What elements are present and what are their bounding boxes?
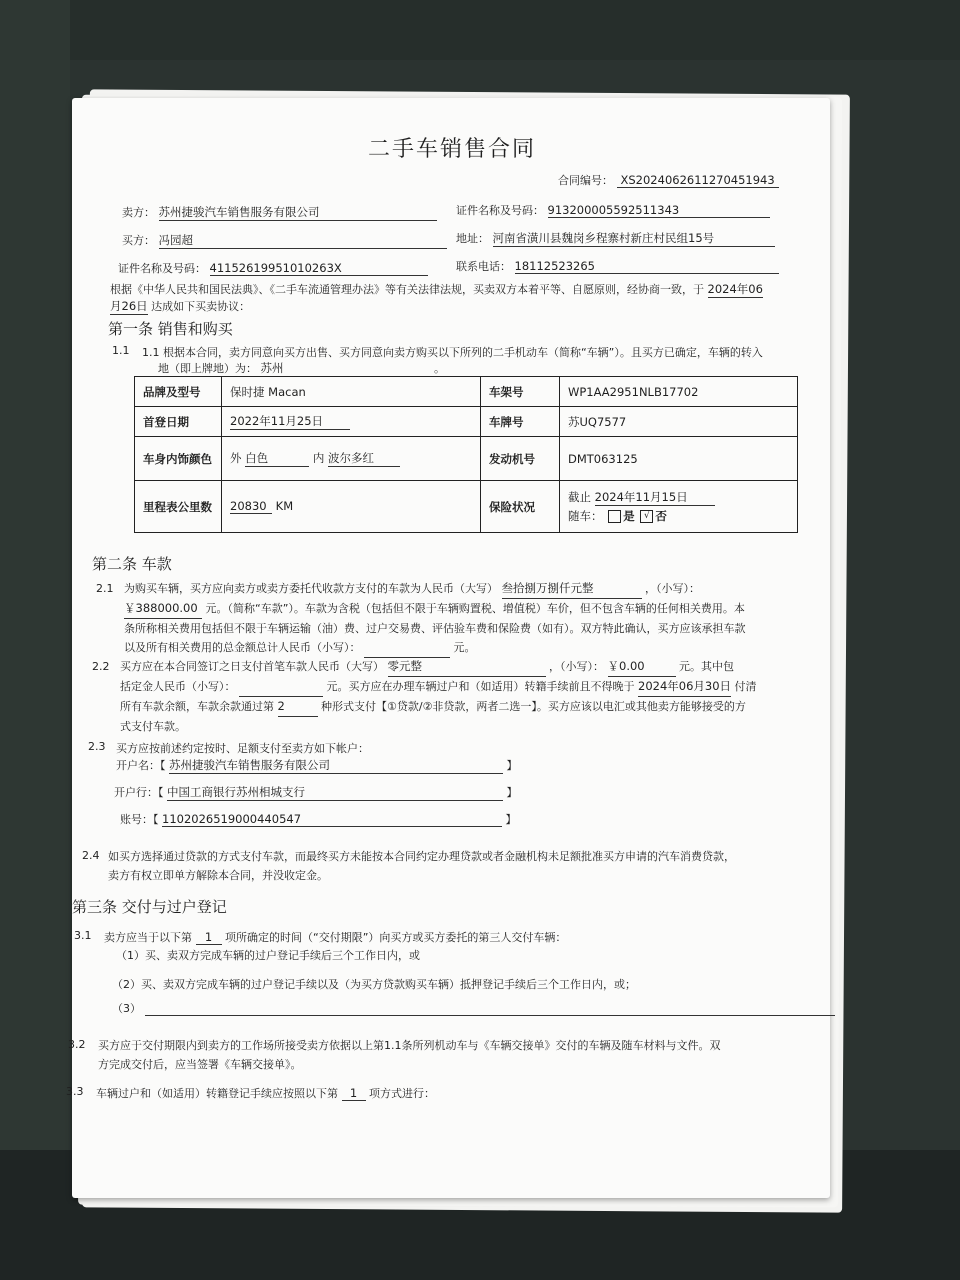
clause-2-2-line-4: 式支付车款。: [120, 720, 186, 733]
buyer-id-label: 证件名称及号码：: [118, 262, 206, 275]
preamble-line-2: [110, 298, 250, 315]
account-bank-label: 开户行：【: [114, 786, 164, 799]
down-payment-lower-label: ，（小写）：: [549, 660, 604, 673]
interior-color: 波尔多红: [328, 450, 400, 467]
clause-3-2-no: 3.2: [68, 1038, 86, 1051]
buyer-phone: 18112523265: [515, 259, 779, 274]
insurance-until: 2024年11月15日: [595, 489, 715, 506]
clause-2-3-no: 2.3: [88, 740, 106, 753]
buyer-name: 冯园超: [159, 232, 447, 249]
clause-2-4-line-2: 卖方有权立即单方解除本合同，并没收定金。: [108, 869, 328, 882]
with-car-label: 随车：: [568, 509, 603, 523]
clause-2-4: [108, 847, 820, 885]
mileage-unit: KM: [275, 499, 294, 513]
buyer-id: 41152619951010263X: [210, 261, 428, 276]
delivery-option: 1: [196, 930, 222, 945]
seller-label: 卖方：: [122, 206, 155, 219]
phone-row: [456, 258, 779, 274]
clause-3-2-line-2: 方完成交付后，应当签署《车辆交接单》。: [98, 1058, 302, 1071]
clause-1-1-line-1: 1.1 根据本合同，卖方同意向买方出售、买方同意向卖方购买以下所列的二手机动车（简称“车辆”）。且买方已确定，车辆的转入: [142, 346, 763, 359]
mileage-label: 里程表公里数: [135, 481, 222, 533]
balance-due-date: 2024年06月30日: [638, 677, 731, 697]
clause-3-1-option-1: （1）买、卖双方完成车辆的过户登记手续后三个工作日内，或: [116, 949, 420, 962]
clause-1-1-line-2: 地（即上牌地）为： 苏州 。: [158, 361, 445, 375]
first-reg-cell: [222, 407, 481, 437]
article-2-title: 第二条 车款: [92, 555, 172, 573]
contract-no-label: 合同编号：: [558, 174, 613, 187]
yes-label: 是: [623, 509, 635, 523]
seller-id-label: 证件名称及号码：: [456, 204, 544, 217]
clause-3-3-line-1: [96, 1085, 435, 1101]
seller-row: [122, 204, 437, 221]
vin-value: WP1AA2951NLB17702: [560, 377, 798, 407]
clause-2-2-text-a-end: 元。其中包: [679, 660, 734, 673]
clause-2-3-text: 买方应按前述约定按时、足额支付至卖方如下帐户：: [116, 742, 369, 755]
down-payment-upper: 零元整: [388, 657, 546, 677]
clause-2-2-text-b: 括定金人民币（小写）：: [120, 680, 236, 693]
table-row: [135, 481, 798, 533]
address-row: [456, 230, 775, 247]
account-bank-row: [114, 784, 518, 801]
account-no: 1102026519000440547: [162, 812, 502, 827]
desk-background-left: [0, 0, 70, 1280]
deposit-blank[interactable]: [239, 677, 323, 697]
clause-2-2-text-c-end: 种形式支付【①贷款/②非贷款，两者二选一】。买方应该以电汇或其他卖方能够接受的方: [321, 700, 746, 713]
clause-2-1-line-2: [124, 599, 814, 619]
buyer-row: [122, 232, 447, 249]
buyer-address: 河南省潢川县魏岗乡程寨村新庄村民组15号: [493, 230, 775, 247]
clause-2-2-text-b-end: 付清: [734, 680, 757, 693]
account-name-label: 开户名：【: [116, 759, 166, 772]
table-row: [135, 377, 798, 407]
insurance-until-label: 截止: [568, 490, 591, 504]
clause-2-2-text-b-mid: 元。买方应在办理车辆过户和（如适用）转籍手续前且不得晚于: [326, 680, 635, 693]
mileage-value: 20830: [230, 499, 272, 514]
article-3-title: 第三条 交付与过户登记: [72, 898, 227, 916]
vin-label: 车架号: [481, 377, 560, 407]
plate-value: 苏UQ7577: [560, 407, 798, 437]
bracket-close: 】: [505, 813, 517, 826]
insurance-until-row: [568, 489, 789, 506]
clause-2-1-text-a: 为购买车辆，买方应向卖方或卖方委托代收款方支付的车款为人民币（大写）: [124, 582, 498, 595]
preamble-day: 月26日: [110, 299, 148, 313]
clause-3-1-no: 3.1: [74, 929, 92, 942]
clause-2-2-line-2: [120, 677, 820, 697]
preamble-line-1: [110, 281, 763, 298]
clause-3-3-text-a: 车辆过户和（如适用）转籍登记手续应按照以下第: [96, 1087, 338, 1100]
buyer-id-row: [118, 260, 428, 276]
color-label: 车身内饰颜色: [135, 437, 222, 481]
preamble-year: 2024年06: [707, 282, 763, 296]
vehicle-info-table: [134, 376, 798, 533]
mileage-cell: [222, 481, 481, 533]
bracket-close: 】: [506, 786, 518, 799]
exterior-color: 白色: [245, 450, 309, 467]
interior-prefix: 内: [312, 451, 325, 465]
phone-label: 联系电话：: [456, 260, 511, 273]
seller-name: 苏州捷骏汽车销售服务有限公司: [159, 204, 437, 221]
clause-2-4-line-1: 如买方选择通过贷款的方式支付车款，而最终买方未能按本合同约定办理贷款或者金融机构未足额批准买方申请的汽车消费贷款，: [108, 850, 735, 863]
clause-2-2-text-c: 所有车款余额，车款余款通过第: [120, 700, 274, 713]
seller-id: 913200005592511343: [548, 203, 770, 218]
first-reg-label: 首登日期: [135, 407, 222, 437]
contract-no-row: [558, 172, 779, 188]
price-upper: 叁拾捌万捌仟元整: [502, 579, 642, 599]
clause-2-1-no: 2.1: [96, 582, 114, 595]
bracket-close: 】: [506, 759, 518, 772]
plate-label: 车牌号: [481, 407, 560, 437]
clause-2-1: [124, 579, 814, 658]
clause-3-2-line-1: 买方应于交付期限内到卖方的工作场所接受卖方依据以上第1.1条所列机动车与《车辆交接单》交付的车辆及随车材料与文件。双: [98, 1039, 721, 1052]
preamble-text: 根据《中华人民共和国民法典》、《二手车流通管理办法》等有关法律法规，买卖双方本着平等、自愿原则，经协商一致，于: [110, 283, 704, 296]
checkbox-yes[interactable]: [608, 510, 621, 523]
table-row: [135, 437, 798, 481]
clause-3-1-option-3: [112, 1000, 835, 1016]
account-no-row: [120, 811, 517, 827]
contract-page: [66, 98, 830, 1198]
payment-method: 2: [278, 697, 318, 717]
insurance-cell: [560, 481, 798, 533]
transfer-option: 1: [342, 1086, 366, 1101]
clause-2-1-text-d: 以及所有相关费用的总金额总计人民币（小写）：: [124, 641, 361, 654]
clause-3-1-option-2: （2）买、卖双方完成车辆的过户登记手续以及（为买方贷款购买车辆）抵押登记手续后三个工作日内，或；: [112, 978, 636, 991]
clause-3-1-line-1: [104, 929, 566, 945]
clause-3-1-text-end: 项所确定的时间（“交付期限”）向买方或买方委托的第三人交付车辆：: [225, 931, 567, 944]
account-name-row: [116, 757, 518, 774]
account-bank: 中国工商银行苏州相城支行: [167, 784, 503, 801]
clause-2-4-no: 2.4: [82, 849, 100, 862]
address-label: 地址：: [456, 232, 489, 245]
clause-2-2-text-a: 买方应在本合同签订之日支付首笔车款人民币（大写）: [120, 660, 384, 673]
exterior-prefix: 外: [230, 451, 242, 465]
buyer-label: 买方：: [122, 234, 155, 247]
brand-label: 品牌及型号: [135, 377, 222, 407]
checkbox-no[interactable]: √: [640, 510, 653, 523]
clause-2-2-line-3: [120, 697, 820, 717]
article-1-title: 第一条 销售和购买: [108, 320, 233, 338]
with-car-row: [568, 508, 789, 524]
total-amount-blank[interactable]: [364, 638, 450, 658]
clause-1-1-text: 地（即上牌地）为：: [158, 362, 257, 375]
clause-2-1-line-3: 条所称相关费用包括但不限于车辆运输（油）费、过户交易费、评估验车费和保险费（如有）。双方特此确认，买方应该承担车款: [124, 622, 746, 635]
engine-label: 发动机号: [481, 437, 560, 481]
contract-no: XS2024062611270451943: [617, 173, 779, 188]
clause-2-1-line-4: [124, 638, 814, 658]
option-3-blank[interactable]: [145, 1002, 835, 1016]
first-reg-value: 2022年11月25日: [230, 413, 350, 430]
clause-2-2: [120, 657, 820, 736]
price-lower-label: ，（小写）：: [645, 582, 700, 595]
table-row: [135, 407, 798, 437]
clause-2-2-no: 2.2: [92, 660, 110, 673]
no-label: 否: [655, 509, 667, 523]
account-no-label: 账号：【: [120, 813, 159, 826]
engine-value: DMT063125: [560, 437, 798, 481]
clause-1-1-no: 1.1: [112, 344, 130, 357]
clause-2-1-line-1: [124, 579, 814, 599]
account-name: 苏州捷骏汽车销售服务有限公司: [169, 757, 503, 774]
transfer-place: 苏州: [261, 360, 431, 377]
option-3-label: （3）: [112, 1002, 141, 1015]
clause-3-1-text-a: 卖方应当于以下第: [104, 931, 192, 944]
brand-value: 保时捷 Macan: [222, 377, 481, 407]
clause-3-3-text-end: 项方式进行：: [369, 1087, 435, 1100]
preamble-end: 达成如下买卖协议：: [151, 300, 251, 313]
down-payment-lower: ￥0.00: [608, 657, 676, 677]
color-cell: [222, 437, 481, 481]
clause-3-3-no: 3.3: [66, 1085, 84, 1098]
clause-2-2-line-1: [120, 657, 820, 677]
price-lower: ￥388000.00: [124, 599, 202, 619]
seller-id-row: [456, 202, 770, 218]
clause-3-2: [98, 1036, 826, 1074]
insurance-label: 保险状况: [481, 481, 560, 533]
clause-2-1-text-b: 元。（简称“车款”）。车款为含税（包括但不限于车辆购置税、增值税）车价，但不包含车辆的任何相关费用。本: [205, 602, 745, 615]
document-title: 二手车销售合同: [368, 137, 537, 162]
clause-2-1-text-end: 元。: [453, 641, 476, 654]
desk-background: [0, 0, 960, 60]
